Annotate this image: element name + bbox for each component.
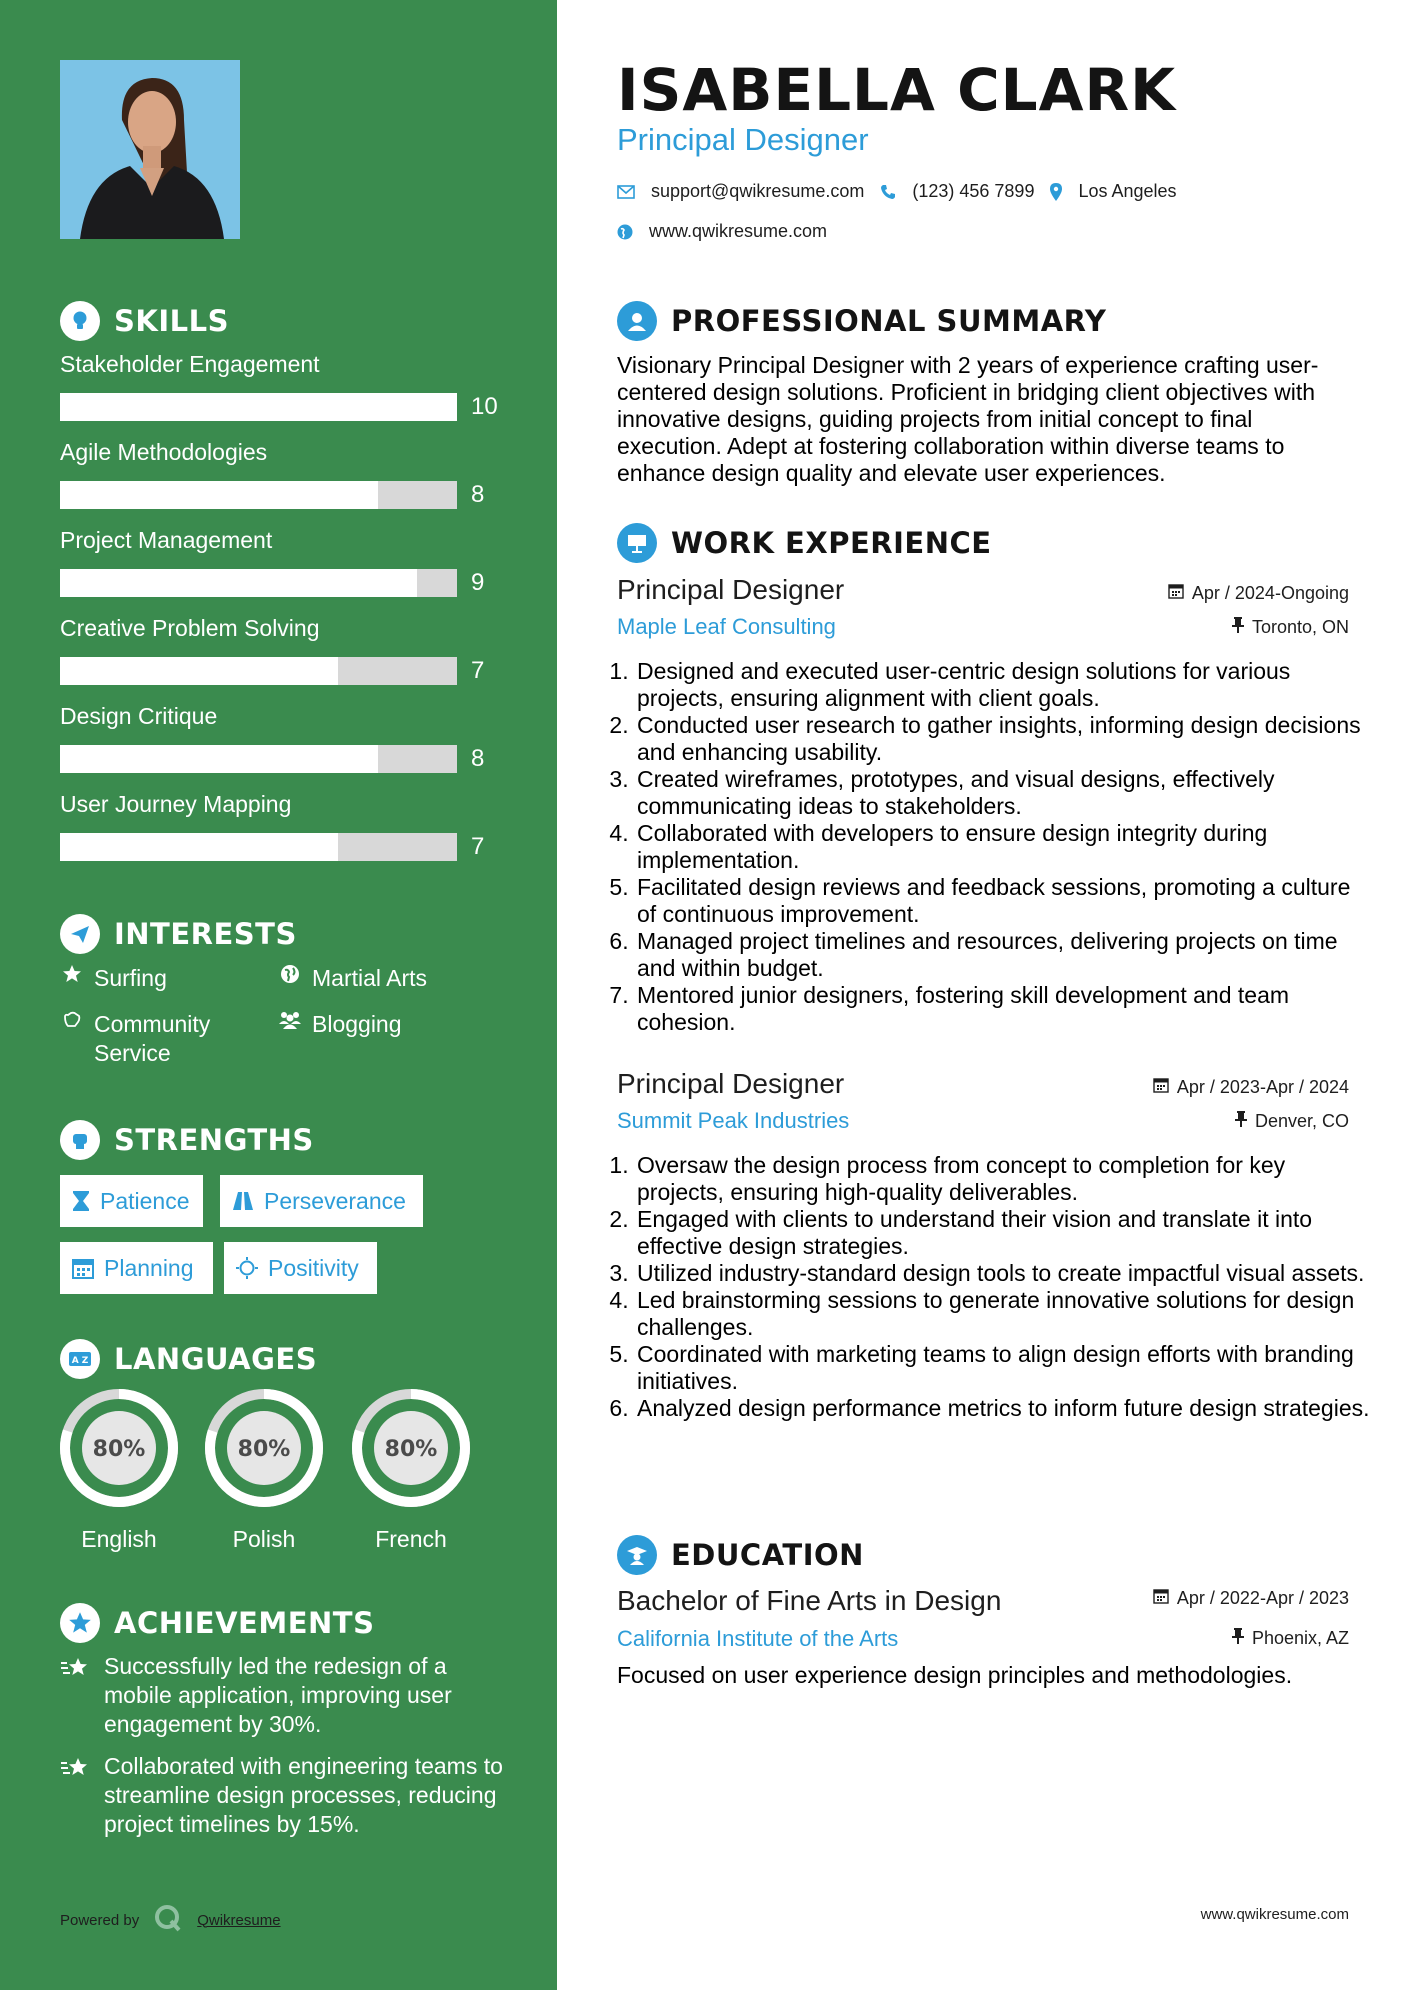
language-ring bbox=[350, 1387, 472, 1509]
experience-title: WORK EXPERIENCE bbox=[671, 526, 992, 560]
translate-icon bbox=[60, 1339, 100, 1379]
job-location bbox=[1235, 1111, 1349, 1132]
job-location-text: Toronto, ON bbox=[1251, 617, 1349, 637]
star-icon bbox=[60, 964, 84, 993]
phone-icon bbox=[880, 184, 896, 200]
language-item bbox=[203, 1387, 325, 1553]
skill-item bbox=[60, 351, 500, 420]
interests-title: INTERESTS bbox=[114, 917, 297, 951]
job-bullet: 3. Created wireframes, prototypes, and visual designs, effectively communicating ideas to stakeholders. bbox=[635, 766, 1370, 820]
powered-by bbox=[60, 1903, 281, 1937]
powered-by-label: Powered by bbox=[60, 1911, 140, 1929]
language-item bbox=[58, 1387, 180, 1553]
skill-name: Creative Problem Solving bbox=[60, 615, 320, 641]
strength-badge bbox=[220, 1175, 423, 1227]
education-location bbox=[1232, 1628, 1349, 1649]
hand-icon bbox=[60, 1010, 84, 1068]
qwikresume-logo-icon bbox=[153, 1903, 183, 1937]
contact-row bbox=[617, 181, 1177, 202]
skill-bar bbox=[60, 745, 457, 773]
job-dates bbox=[1153, 1077, 1349, 1098]
languages-heading bbox=[60, 1339, 317, 1379]
education-heading bbox=[617, 1535, 864, 1575]
languages-title: LANGUAGES bbox=[114, 1342, 318, 1376]
achievement-item bbox=[60, 1752, 510, 1839]
skill-bar bbox=[60, 393, 457, 421]
language-name: Polish bbox=[232, 1526, 296, 1552]
lightbulb-icon bbox=[60, 301, 100, 341]
job-bullet: 4. Collaborated with developers to ensure design integrity during implementation. bbox=[635, 820, 1370, 874]
job-bullets bbox=[617, 658, 1370, 1036]
job-bullet: 5. Coordinated with marketing teams to align design efforts with branding initiatives. bbox=[635, 1341, 1370, 1395]
skill-score: 7 bbox=[471, 657, 485, 684]
skill-item bbox=[60, 527, 500, 596]
skill-score: 8 bbox=[471, 745, 485, 772]
school-name: California Institute of the Arts bbox=[617, 1626, 899, 1651]
job-bullets bbox=[617, 1152, 1370, 1422]
job-bullet: 7. Mentored junior designers, fostering skill development and team cohesion. bbox=[635, 982, 1370, 1036]
job-bullet: 6. Analyzed design performance metrics to inform future design strategies. bbox=[635, 1395, 1370, 1422]
job-bullet: 4. Led brainstorming sessions to generate innovative solutions for design challenges. bbox=[635, 1287, 1370, 1341]
interest-item bbox=[278, 964, 427, 993]
candidate-role: Principal Designer bbox=[617, 122, 869, 157]
summary-title: PROFESSIONAL SUMMARY bbox=[671, 304, 1107, 338]
graduate-icon bbox=[617, 1535, 657, 1575]
pushpin-icon bbox=[1232, 1628, 1244, 1649]
skill-bar-fill bbox=[60, 481, 378, 509]
achievements-heading bbox=[60, 1603, 374, 1643]
language-name: English bbox=[81, 1526, 157, 1552]
interest-label: Martial Arts bbox=[312, 965, 428, 991]
skill-score: 10 bbox=[471, 393, 498, 420]
skill-bar-fill bbox=[60, 393, 457, 421]
job-bullet: 6. Managed project timelines and resources, delivering projects on time and within budget. bbox=[635, 928, 1370, 982]
fist-icon bbox=[60, 1120, 100, 1160]
job-bullet: 1. Oversaw the design process from concept to completion for key projects, ensuring high-quality deliverables. bbox=[635, 1152, 1370, 1206]
user-icon bbox=[617, 301, 657, 341]
job-bullet: 1. Designed and executed user-centric design solutions for various projects, ensuring alignment with client goals. bbox=[635, 658, 1370, 712]
pushpin-icon bbox=[1232, 617, 1244, 638]
star-badge-icon bbox=[60, 1603, 100, 1643]
skills-heading bbox=[60, 301, 229, 341]
map-pin-icon bbox=[1050, 183, 1062, 201]
interest-label: Community Service bbox=[94, 1011, 211, 1066]
sidebar bbox=[0, 0, 557, 1990]
skill-name: Project Management bbox=[60, 527, 273, 553]
strength-label: Patience bbox=[100, 1187, 190, 1214]
strengths-heading bbox=[60, 1120, 314, 1160]
contact-phone[interactable]: (123) 456 7899 bbox=[912, 181, 1035, 201]
users-icon bbox=[278, 1010, 302, 1039]
website-row bbox=[617, 221, 827, 242]
interest-label: Blogging bbox=[312, 1011, 402, 1037]
language-percent: 80% bbox=[384, 1437, 438, 1462]
education-dates-text: Apr / 2022-Apr / 2023 bbox=[1176, 1588, 1349, 1608]
strength-badge bbox=[224, 1242, 377, 1294]
language-percent: 80% bbox=[237, 1437, 291, 1462]
language-percent: 80% bbox=[92, 1437, 146, 1462]
skill-name: User Journey Mapping bbox=[60, 791, 292, 817]
skill-item bbox=[60, 703, 500, 772]
skill-score: 9 bbox=[471, 569, 485, 596]
skill-score: 7 bbox=[471, 833, 485, 860]
language-ring bbox=[58, 1387, 180, 1509]
strength-label: Perseverance bbox=[264, 1187, 406, 1214]
shooting-star-icon bbox=[60, 1652, 92, 1739]
calendar-icon bbox=[1168, 583, 1184, 604]
pushpin-icon bbox=[1235, 1111, 1247, 1132]
job-bullet: 2. Conducted user research to gather insights, informing design decisions and enhancing usability. bbox=[635, 712, 1370, 766]
job-location-text: Denver, CO bbox=[1254, 1111, 1349, 1131]
footer-website[interactable]: www.qwikresume.com bbox=[1200, 1906, 1349, 1923]
language-ring bbox=[203, 1387, 325, 1509]
summary-heading bbox=[617, 301, 1106, 341]
job-dates bbox=[1168, 583, 1349, 604]
skill-name: Agile Methodologies bbox=[60, 439, 268, 465]
strength-badge bbox=[60, 1175, 203, 1227]
experience-heading bbox=[617, 523, 992, 563]
interest-item bbox=[60, 1010, 240, 1068]
globe-icon bbox=[617, 224, 633, 240]
job-dates-text: Apr / 2023-Apr / 2024 bbox=[1176, 1077, 1349, 1097]
paper-plane-icon bbox=[60, 914, 100, 954]
strength-label: Positivity bbox=[268, 1254, 359, 1281]
job-title: Principal Designer bbox=[617, 574, 845, 605]
road-icon bbox=[232, 1191, 254, 1211]
contact-location: Los Angeles bbox=[1078, 181, 1177, 201]
job-bullet: 5. Facilitated design reviews and feedback sessions, promoting a culture of continuous improvement. bbox=[635, 874, 1370, 928]
candidate-name: ISABELLA CLARK bbox=[617, 56, 1177, 124]
calendar-icon bbox=[1153, 1077, 1169, 1098]
achievements-title: ACHIEVEMENTS bbox=[114, 1606, 375, 1640]
skill-bar-fill bbox=[60, 833, 338, 861]
job-location bbox=[1232, 617, 1349, 638]
presentation-icon bbox=[617, 523, 657, 563]
strength-badge bbox=[60, 1242, 213, 1294]
language-item bbox=[350, 1387, 472, 1553]
strength-label: Planning bbox=[104, 1254, 194, 1281]
skill-bar-fill bbox=[60, 569, 417, 597]
job-bullet: 3. Utilized industry-standard design tools to create impactful visual assets. bbox=[635, 1260, 1370, 1287]
skill-item bbox=[60, 615, 500, 684]
skill-bar-fill bbox=[60, 657, 338, 685]
skill-bar bbox=[60, 657, 457, 685]
summary-text: Visionary Principal Designer with 2 years of experience crafting user-centered design solutions. Proficient in bridging client objectives with innovative designs, guiding projects from initial concept to final execution. Adept at fostering collaboration within diverse teams to enhance design quality and elevate user experiences. bbox=[617, 352, 1319, 486]
education-description: Focused on user experience design principles and methodologies. bbox=[617, 1662, 1293, 1688]
svg-text:A Z: A Z bbox=[71, 1356, 89, 1366]
globe-icon bbox=[278, 964, 302, 993]
interest-label: Surfing bbox=[94, 965, 167, 991]
skill-item bbox=[60, 439, 500, 508]
achievement-text: Successfully led the redesign of a mobile application, improving user engagement by 30%. bbox=[104, 1653, 452, 1737]
calendar-icon bbox=[72, 1257, 94, 1279]
contact-email[interactable]: support@qwikresume.com bbox=[651, 181, 865, 201]
sun-icon bbox=[236, 1257, 258, 1279]
skill-bar bbox=[60, 569, 457, 597]
skills-title: SKILLS bbox=[114, 304, 229, 338]
hourglass-icon bbox=[72, 1190, 90, 1212]
skill-name: Stakeholder Engagement bbox=[60, 351, 320, 377]
skill-bar bbox=[60, 833, 457, 861]
strengths-title: STRENGTHS bbox=[114, 1123, 314, 1157]
job-title: Principal Designer bbox=[617, 1068, 845, 1099]
interests-heading bbox=[60, 914, 297, 954]
education-dates bbox=[1153, 1588, 1349, 1609]
skill-bar-fill bbox=[60, 745, 378, 773]
qwikresume-link[interactable]: Qwikresume bbox=[197, 1911, 281, 1929]
job-company: Maple Leaf Consulting bbox=[617, 614, 836, 639]
contact-website[interactable]: www.qwikresume.com bbox=[649, 221, 828, 241]
interest-item bbox=[60, 964, 167, 993]
job-dates-text: Apr / 2024-Ongoing bbox=[1191, 583, 1349, 603]
degree-title: Bachelor of Fine Arts in Design bbox=[617, 1585, 1002, 1616]
envelope-icon bbox=[617, 185, 635, 199]
profile-photo bbox=[60, 60, 240, 239]
achievement-item bbox=[60, 1652, 510, 1739]
interest-item bbox=[278, 1010, 402, 1039]
calendar-icon bbox=[1153, 1588, 1169, 1609]
language-name: French bbox=[375, 1526, 447, 1552]
skill-bar bbox=[60, 481, 457, 509]
job-company: Summit Peak Industries bbox=[617, 1108, 850, 1133]
shooting-star-icon bbox=[60, 1752, 92, 1839]
skill-score: 8 bbox=[471, 481, 485, 508]
job-bullet: 2. Engaged with clients to understand their vision and translate it into effective design strategies. bbox=[635, 1206, 1370, 1260]
education-location-text: Phoenix, AZ bbox=[1251, 1628, 1349, 1648]
skill-name: Design Critique bbox=[60, 703, 218, 729]
education-title: EDUCATION bbox=[671, 1538, 864, 1572]
achievement-text: Collaborated with engineering teams to streamline design processes, reducing project timelines by 15%. bbox=[104, 1753, 503, 1837]
skill-item bbox=[60, 791, 500, 860]
